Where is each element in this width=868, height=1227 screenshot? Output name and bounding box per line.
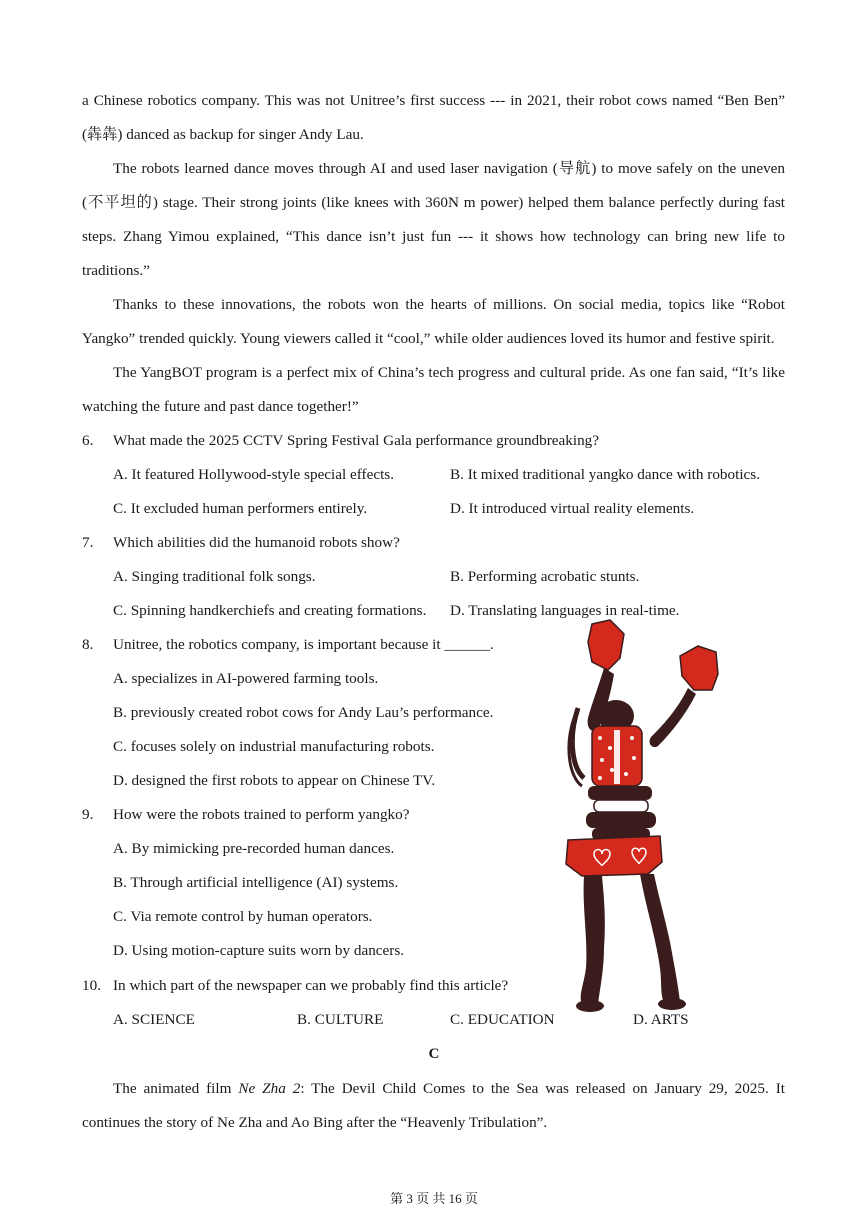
- page-footer: [0, 1190, 868, 1208]
- footer-suffix: 页: [464, 1191, 478, 1206]
- section-c-heading: C: [428, 1045, 440, 1062]
- passage-b-p1-line1: a Chinese robotics company. This was not Unitree’s first success --- in 2021, their robot cows named “Ben Ben”: [82, 92, 785, 109]
- question-7-option-c: C. Spinning handkerchiefs and creating formations.: [113, 602, 427, 619]
- question-6-option-a: A. It featured Hollywood-style special effects.: [113, 466, 395, 483]
- section-c-line1-after: : The Devil Child Comes to the Sea was released on January 29, 2025. It: [300, 1080, 785, 1097]
- question-6-option-b: B. It mixed traditional yangko dance with robotics.: [450, 466, 761, 483]
- question-7-option-a: A. Singing traditional folk songs.: [113, 568, 316, 585]
- passage-b-p1-line2: (犇犇) danced as backup for singer Andy Lau.: [82, 126, 364, 143]
- question-7-option-d: D. Translating languages in real-time.: [450, 602, 680, 619]
- question-10-option-a: A. SCIENCE: [113, 1011, 195, 1028]
- passage-b-p2-line1: The robots learned dance moves through AI and used laser navigation (导航) to move safely on the uneven: [113, 160, 785, 177]
- passage-b-p2-line4: traditions.”: [82, 262, 150, 279]
- question-9-option-c: C. Via remote control by human operators.: [113, 908, 373, 925]
- passage-b-p4-line1: The YangBOT program is a perfect mix of China’s tech progress and cultural pride. As one fan said, “It’s like: [113, 364, 785, 381]
- right-handkerchief-icon: [680, 646, 718, 690]
- question-7-number: 7.: [82, 534, 94, 551]
- question-9-text: How were the robots trained to perform yangko?: [113, 806, 410, 823]
- right-arm: [650, 688, 696, 747]
- question-9-option-a: A. By mimicking pre-recorded human dances.: [113, 840, 395, 857]
- left-leg: [581, 876, 605, 1004]
- section-c-line2: continues the story of Ne Zha and Ao Bing after the “Heavenly Tribulation”.: [82, 1114, 548, 1131]
- question-6-option-d: D. It introduced virtual reality elements.: [450, 500, 695, 517]
- question-8-option-b: B. previously created robot cows for Andy Lau’s performance.: [113, 704, 494, 721]
- question-6-text: What made the 2025 CCTV Spring Festival Gala performance groundbreaking?: [113, 432, 600, 449]
- question-10-option-c: C. EDUCATION: [450, 1011, 555, 1028]
- question-10-number: 10.: [82, 977, 101, 994]
- question-10-option-b: B. CULTURE: [297, 1011, 384, 1028]
- left-handkerchief-icon: [588, 620, 624, 670]
- question-7-text: Which abilities did the humanoid robots show?: [113, 534, 400, 551]
- robot-dancer-illustration: [548, 618, 728, 1018]
- passage-b-p2-line2: (不平坦的) stage. Their strong joints (like knees with 360N m power) helped them balance perfectly during fast: [82, 194, 785, 211]
- passage-b-p3-line1: Thanks to these innovations, the robots won the hearts of millions. On social media, topics like “Robot: [113, 296, 785, 313]
- robot-skirt: [566, 836, 662, 876]
- question-10-text: In which part of the newspaper can we probably find this article?: [113, 977, 509, 994]
- question-8-option-c: C. focuses solely on industrial manufacturing robots.: [113, 738, 435, 755]
- question-6-number: 6.: [82, 432, 94, 449]
- footer-prefix: 第: [390, 1191, 404, 1206]
- right-leg: [640, 874, 680, 1002]
- question-9-number: 9.: [82, 806, 94, 823]
- footer-mid1: 页: [416, 1191, 430, 1206]
- film-title: Ne Zha 2: [238, 1080, 301, 1097]
- question-10-option-d: D. ARTS: [633, 1011, 689, 1028]
- question-8-number: 8.: [82, 636, 94, 653]
- question-6-option-c: C. It excluded human performers entirely.: [113, 500, 368, 517]
- question-8-text: Unitree, the robotics company, is important because it ______.: [113, 636, 494, 653]
- question-8-option-d: D. designed the first robots to appear on Chinese TV.: [113, 772, 436, 789]
- section-c-line1-before: The animated film: [113, 1080, 239, 1097]
- question-8-option-a: A. specializes in AI-powered farming tools.: [113, 670, 379, 687]
- passage-b-p2-line3: steps. Zhang Yimou explained, “This dance isn’t just fun --- it shows how technology can bring new life to: [82, 228, 785, 245]
- question-9-option-b: B. Through artificial intelligence (AI) systems.: [113, 874, 399, 891]
- footer-page-number: 3: [406, 1191, 413, 1206]
- passage-b-p4-line2: watching the future and past dance together!”: [82, 398, 359, 415]
- footer-mid2: 共: [432, 1191, 446, 1206]
- passage-b-p3-line2: Yangko” trended quickly. Young viewers called it “cool,” while older audiences loved its humor and festive spirit.: [82, 330, 775, 347]
- question-7-option-b: B. Performing acrobatic stunts.: [450, 568, 640, 585]
- question-9-option-d: D. Using motion-capture suits worn by dancers.: [113, 942, 405, 959]
- footer-total-pages: 16: [448, 1191, 462, 1206]
- section-c-line1: [113, 1079, 785, 1099]
